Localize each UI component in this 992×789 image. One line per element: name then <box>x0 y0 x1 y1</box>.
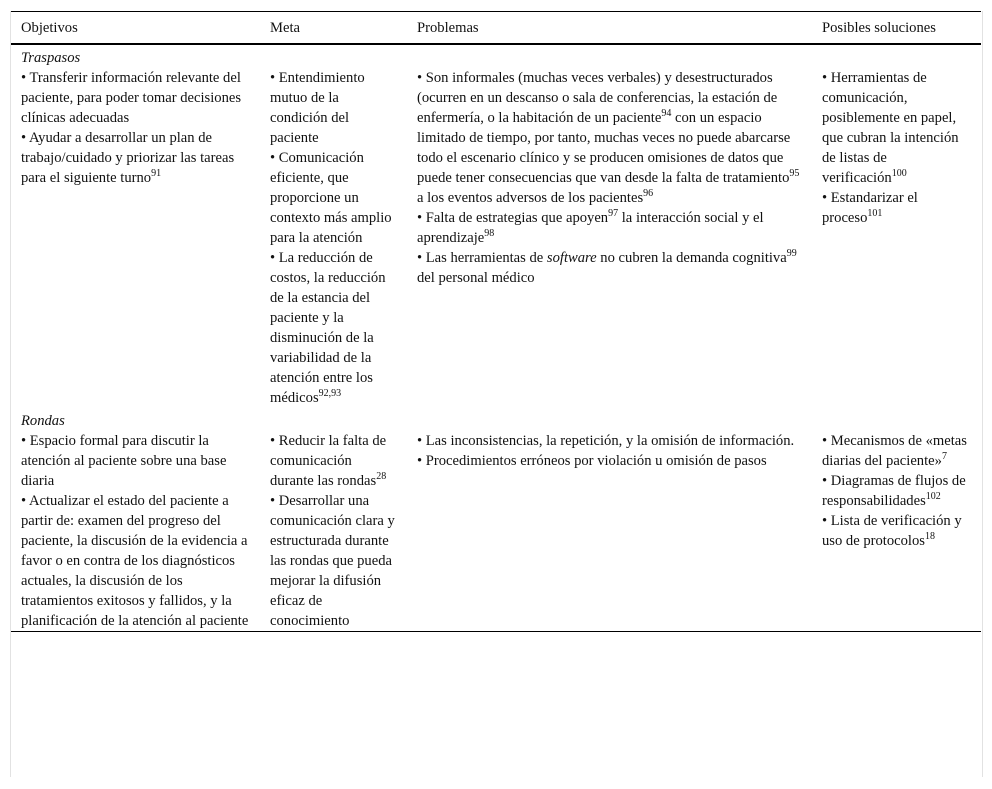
header-meta: Meta <box>260 12 407 45</box>
list-item: • Espacio formal para discutir la atención al paciente sobre una base diaria <box>21 433 227 489</box>
list-item: • Las herramientas de software no cubren la demanda cognitiva$^{99}$ del personal médico <box>417 248 797 286</box>
section-title: Rondas <box>21 413 65 429</box>
list-item: • Actualizar el estado del paciente a partir de: examen del progreso del paciente, la discusión de la evidencia a favor o en contra de los diagnósticos actuales, la discusión de los tratamientos exitosos y fallidos, y la planificación de la atención al paciente <box>21 493 249 629</box>
reference-sup: 91 <box>151 168 162 179</box>
cell-meta <box>260 68 407 408</box>
cell-objetivos <box>11 431 260 632</box>
cell-soluciones <box>812 68 981 408</box>
list-item: • Diagramas de flujos de responsabilidades$^{102}$ <box>822 473 966 509</box>
list-item: • Comunicación eficiente, que proporcione un contexto más amplio para la atención <box>270 150 392 246</box>
objectives-table <box>11 11 981 632</box>
list-item: • Lista de verificación y uso de protocolos$^{18}$ <box>822 513 962 549</box>
header-problemas: Problemas <box>407 12 812 45</box>
list-item: • Son informales (muchas veces verbales) y desestructurados (ocurren en un descanso o sala de conferencias, la estación de enfermería, o la habitación de un paciente$^{94}$ con un espacio limitado de tiempo, por tanto, muchas veces no puede abarcarse todo el escenario clínico y se producen omisiones de datos que puede tener consecuencias que van desde la falta de tratamiento$^{95}$ a los eventos adversos de los pacientes$^{96}$ <box>417 70 800 206</box>
header-posibles-soluciones: Posibles soluciones <box>812 12 981 45</box>
reference-sup: 28 <box>376 471 387 482</box>
reference-sup: 7 <box>941 451 947 462</box>
section-title: Traspasos <box>21 50 81 66</box>
reference-sup: 92,93 <box>318 388 342 399</box>
cell-problemas <box>407 68 812 408</box>
reference-sup: 97 <box>608 208 619 219</box>
reference-sup: 101 <box>867 208 883 219</box>
header-objetivos: Objetivos <box>11 12 260 45</box>
cell-meta <box>260 431 407 632</box>
list-item: • La reducción de costos, la reducción de la estancia del paciente y la disminución de la variabilidad de la atención entre los médicos$^{92,93}$ <box>270 250 386 406</box>
list-item: • Transferir información relevante del paciente, para poder tomar decisiones clínicas adecuadas <box>21 70 242 126</box>
list-item: • Mecanismos de «metas diarias del paciente»$^7$ <box>822 433 967 469</box>
cell-problemas <box>407 431 812 632</box>
list-item: • Estandarizar el proceso$^{101}$ <box>822 190 918 226</box>
reference-sup: 100 <box>891 168 907 179</box>
reference-sup: 95 <box>789 168 800 179</box>
list-item: • Entendimiento mutuo de la condición del paciente <box>270 70 365 146</box>
reference-sup: 99 <box>786 248 797 259</box>
reference-sup: 94 <box>661 108 672 119</box>
section-row-traspasos <box>11 44 981 68</box>
list-item: • Procedimientos erróneos por violación u omisión de pasos <box>417 453 767 469</box>
list-item: • Herramientas de comunicación, posiblemente en papel, que cubran la intención de listas de verificación$^{100}$ <box>822 70 959 186</box>
reference-sup: 98 <box>484 228 495 239</box>
table-row <box>11 431 981 632</box>
list-item: • Desarrollar una comunicación clara y estructurada durante las rondas que pueda mejorar la difusión eficaz de conocimiento <box>270 493 395 629</box>
list-item: • Reducir la falta de comunicación durante las rondas$^{28}$ <box>270 433 387 489</box>
reference-sup: 102 <box>925 491 941 502</box>
reference-sup: 96 <box>643 188 654 199</box>
cell-objetivos <box>11 68 260 408</box>
list-item: • Las inconsistencias, la repetición, y la omisión de información. <box>417 433 795 449</box>
list-item: • Ayudar a desarrollar un plan de trabajo/cuidado y priorizar las tareas para el siguiente turno$^{91}$ <box>21 130 235 186</box>
reference-sup: 18 <box>924 531 935 542</box>
table-row <box>11 68 981 408</box>
list-item: • Falta de estrategias que apoyen$^{97}$ la interacción social y el aprendizaje$^{98}$ <box>417 208 764 246</box>
cell-soluciones <box>812 431 981 632</box>
table-header-row <box>11 12 981 45</box>
section-row-rondas <box>11 408 981 431</box>
